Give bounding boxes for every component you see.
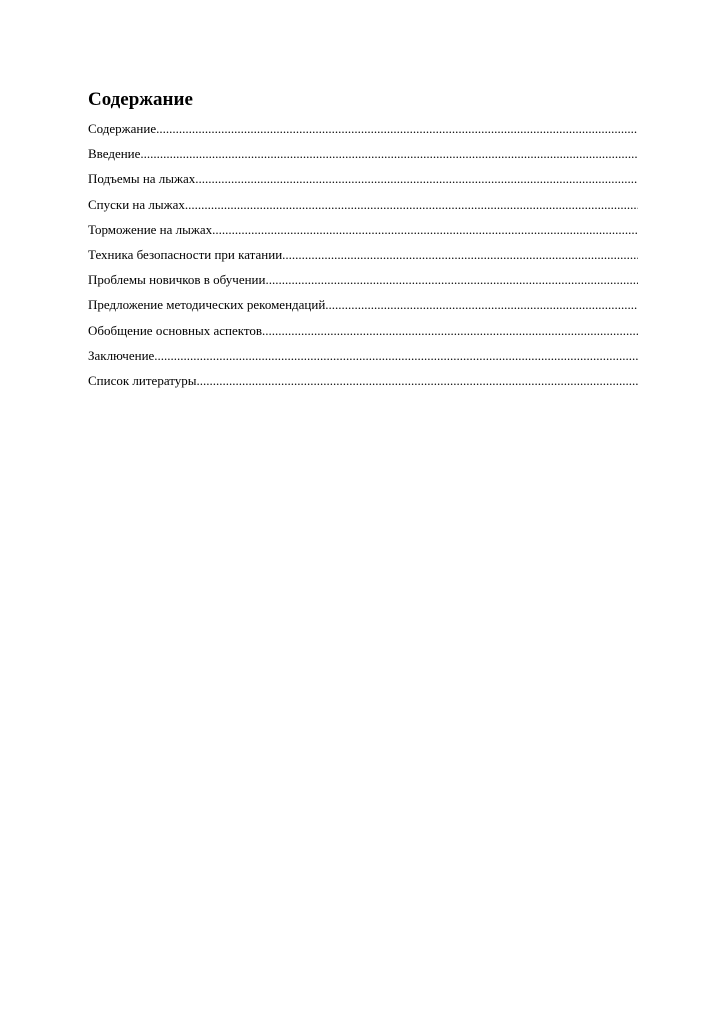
toc-dot-leader (282, 242, 638, 267)
toc-entry-label: Заключение (88, 347, 155, 363)
toc-dot-leader (197, 368, 639, 393)
toc-entry-ski-braking (88, 217, 638, 242)
toc-entry-recommendations (88, 292, 638, 317)
toc-dot-leader (265, 267, 638, 292)
toc-dot-leader (325, 292, 638, 317)
toc-entry-label: Введение (88, 146, 141, 162)
toc-dot-leader (195, 166, 638, 191)
toc-entry-label: Подъемы на лыжах (88, 171, 196, 187)
toc-entry-label: Содержание (88, 121, 157, 136)
toc-entry-label: Список литературы (88, 372, 197, 388)
toc-heading: Содержание (88, 89, 193, 110)
toc-entry-contents (88, 116, 638, 141)
toc-entry-label: Предложение методических рекомендаций (88, 297, 326, 313)
toc-entry-label: Спуски на лыжах (88, 196, 185, 212)
toc-entry-summary (88, 318, 638, 343)
toc-dot-leader (154, 343, 638, 368)
toc-list (88, 116, 638, 393)
toc-dot-leader (156, 116, 638, 141)
toc-dot-leader (212, 217, 638, 242)
toc-entry-references (88, 368, 638, 393)
table-of-contents (88, 88, 638, 393)
toc-dot-leader (140, 141, 638, 166)
toc-entry-ski-descents (88, 192, 638, 217)
toc-entry-ski-ascents (88, 166, 638, 191)
toc-dot-leader (262, 318, 638, 343)
toc-dot-leader (185, 192, 638, 217)
toc-entry-label: Техника безопасности при катании (88, 246, 283, 262)
toc-entry-label: Торможение на лыжах (88, 221, 213, 237)
toc-entry-label: Обобщение основных аспектов (88, 322, 263, 338)
toc-entry-safety (88, 242, 638, 267)
toc-entry-conclusion (88, 343, 638, 368)
toc-entry-label: Проблемы новичков в обучении (88, 272, 266, 288)
toc-entry-beginner-problems (88, 267, 638, 292)
toc-entry-introduction (88, 141, 638, 166)
